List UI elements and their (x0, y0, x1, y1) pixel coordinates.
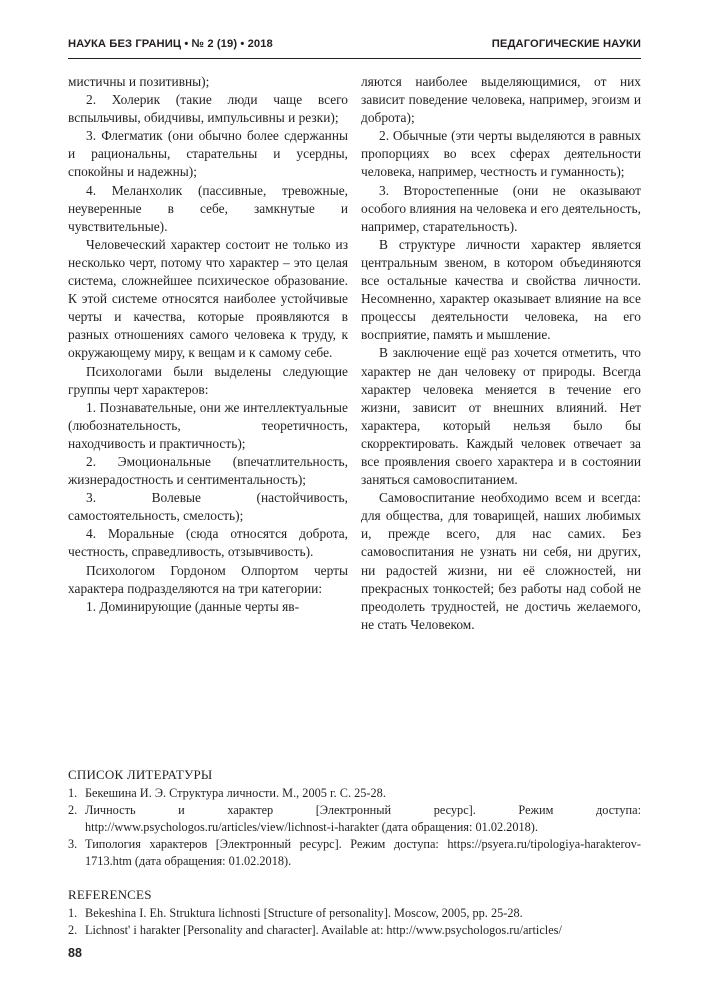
reference-number: 1. (68, 786, 78, 800)
paragraph: Психологами были выделены следующие группы черт характеров: (68, 363, 348, 397)
list-item: 2. Холерик (такие люди чаще всего вспыльчивы, обидчивы, импульсивны и резки); (68, 92, 348, 126)
reference-number: 1. (68, 906, 78, 920)
reference-item (68, 785, 641, 802)
left-column (68, 73, 348, 616)
paragraph: Человеческий характер состоит не только из несколько черт, потому что характер – это целая система, сложнейшее психическое образование. К этой системе относятся наиболее устойчивые черты и качества, которые проявляются в разных отношениях самого человека к труду, к окружающему миру, к вещам и к самому себе. (68, 236, 348, 361)
paragraph: ляются наиболее выделяющимися, от них зависит поведение человека, например, эгоизм и доброта); (361, 74, 641, 126)
list-item: 3. Флегматик (они обычно более сдержанны и рациональны, старательны и усердны, спокойны и надежны); (68, 128, 348, 180)
reference-list (68, 785, 641, 870)
reference-number: 2. (68, 923, 78, 937)
reference-text: Lichnost' i harakter [Personality and character]. Available at: http://www.psychologos.ru/articles/ (85, 923, 562, 937)
reference-item (68, 802, 641, 836)
references-title: СПИСОК ЛИТЕРАТУРЫ (68, 767, 213, 782)
reference-text: Бекешина И. Э. Структура личности. М., 2005 г. С. 25-28. (85, 786, 386, 800)
references-ru (68, 766, 641, 870)
paragraph: Психологом Гордоном Олпортом черты характера подразделяются на три категории: (68, 562, 348, 596)
list-item: 3. Волевые (настойчивость, самостоятельность, смелость); (68, 490, 348, 524)
running-header (68, 36, 641, 54)
list-item: 4. Моральные (сюда относятся доброта, честность, справедливость, отзывчивость). (68, 526, 348, 560)
paragraph: В структуре личности характер является центральным звеном, в котором объединяются все остальные качества и свойства личности. Несомненно, характер оказывает влияние на все процессы деятельности человека, на его восприятие, память и мышление. (361, 236, 641, 343)
paragraph: Самовоспитание необходимо всем и всегда: для общества, для товарищей, наших любимых и, прежде всего, для нас самих. Без самовоспитания не узнать ни себя, ни других, ни радостей жизни, ни её сложностей, ни прекрасных тонкостей; без работы над собой не преодолеть трудностей, не достичь желаемого, не стать Человеком. (361, 490, 641, 632)
right-column (361, 73, 641, 634)
list-item: 2. Обычные (эти черты выделяются в равных пропорциях во всех сферах деятельности человека, например, честность и гуманность); (361, 128, 641, 180)
list-item: 1. Доминирующие (данные черты яв- (86, 598, 300, 614)
reference-list (68, 905, 641, 939)
section-title: ПЕДАГОГИЧЕСКИЕ НАУКИ (491, 38, 641, 50)
page-number: 88 (68, 946, 82, 960)
reference-text: Типология характеров [Электронный ресурс]. Режим доступа: https://psyera.ru/tipologiya-harakterov-1713.htm (дата обращения: 01.02.2018). (85, 837, 641, 868)
reference-number: 3. (68, 837, 78, 851)
reference-item (68, 922, 641, 939)
paragraph: мистичны и позитивны); (68, 74, 210, 89)
reference-item (68, 836, 641, 870)
reference-item (68, 905, 641, 922)
list-item: 4. Меланхолик (пассивные, тревожные, неуверенные в себе, замкнутые и чувствительные). (68, 182, 348, 234)
references-title: REFERENCES (68, 887, 152, 902)
references-en (68, 886, 641, 939)
reference-text: Bekeshina I. Eh. Struktura lichnosti [Structure of personality]. Moscow, 2005, pp. 25-28. (85, 906, 523, 920)
paragraph: В заключение ещё раз хочется отметить, что характер не дан человеку от природы. Всегда характер человека меняется в течение его жизни, зависит от внешних влияний. Нет характера, который нельзя было бы скорректировать. Каждый человек отвечает за все проявления своего характера и в состоянии заняться самовоспитанием. (361, 345, 641, 488)
list-item: 3. Второстепенные (они не оказывают особого влияния на человека и его деятельность, например, старательность). (361, 182, 641, 234)
reference-text: Личность и характер [Электронный ресурс]. Режим доступа: http://www.psychologos.ru/articles/view/lichnost-i-harakter (дата обращения: 01.02.2018). (85, 803, 641, 834)
journal-title: НАУКА БЕЗ ГРАНИЦ • № 2 (19) • 2018 (68, 38, 273, 50)
list-item: 2. Эмоциональные (впечатлительность, жизнерадостность и сентиментальность); (68, 453, 348, 488)
list-item: 1. Познавательные, они же интеллектуальные (любознательность, теоретичность, находчивость и практичность); (68, 399, 348, 451)
reference-number: 2. (68, 803, 78, 817)
header-rule (68, 58, 641, 59)
